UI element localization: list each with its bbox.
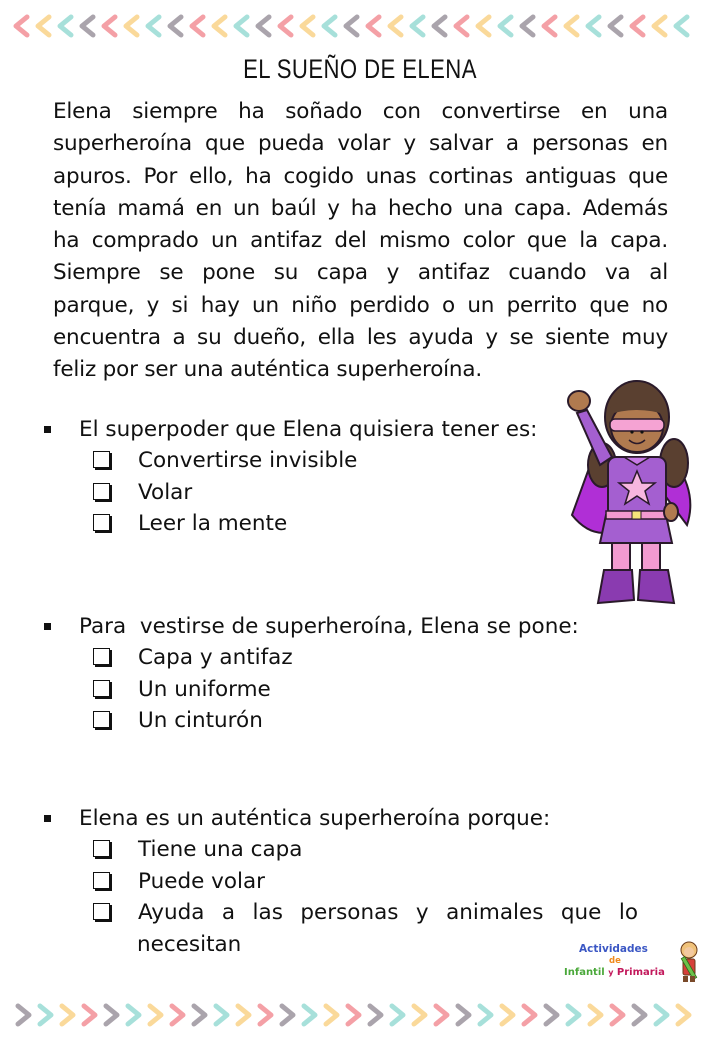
chevron-right-icon <box>81 1003 99 1027</box>
checkbox-icon[interactable] <box>93 711 110 728</box>
chevron-right-icon <box>675 1003 693 1027</box>
chevron-right-icon <box>323 1003 341 1027</box>
chevron-right-icon <box>521 1003 539 1027</box>
top-chevron-border <box>0 14 720 44</box>
option-label: Un cinturón <box>138 708 263 733</box>
logo-line-3 <box>564 967 665 978</box>
question-2 <box>40 611 579 737</box>
square-bullet-icon <box>44 815 51 822</box>
chevron-left-icon <box>298 14 316 38</box>
chevron-right-icon <box>565 1003 583 1027</box>
chevron-right-icon <box>433 1003 451 1027</box>
square-bullet-icon <box>44 426 51 433</box>
chevron-left-icon <box>562 14 580 38</box>
chevron-left-icon <box>122 14 140 38</box>
answer-option[interactable] <box>93 866 638 898</box>
chevron-right-icon <box>37 1003 55 1027</box>
chevron-right-icon <box>609 1003 627 1027</box>
chevron-right-icon <box>411 1003 429 1027</box>
answer-option[interactable] <box>93 897 638 929</box>
checkbox-icon[interactable] <box>93 903 110 920</box>
option-label: Convertirse invisible <box>138 448 358 473</box>
question-prompt: El superpoder que Elena quisiera tener es: <box>79 417 538 442</box>
answer-option[interactable] <box>93 705 579 737</box>
bottom-chevron-border <box>0 1003 720 1033</box>
publisher-logo <box>563 940 708 988</box>
chevron-left-icon <box>496 14 514 38</box>
option-label-continuation: necesitan <box>137 931 242 957</box>
story-line: feliz por ser una auténtica superheroína. <box>53 357 482 383</box>
chevron-right-icon <box>103 1003 121 1027</box>
story-line: superheroína que pueda volar y salvar a personas en <box>53 131 668 157</box>
chevron-left-icon <box>232 14 250 38</box>
superhero-girl-illustration <box>562 365 702 610</box>
chevron-left-icon <box>518 14 536 38</box>
chevron-right-icon <box>389 1003 407 1027</box>
option-label: Puede volar <box>138 868 266 894</box>
chevron-left-icon <box>12 14 30 38</box>
chevron-left-icon <box>166 14 184 38</box>
answer-option[interactable] <box>93 445 537 477</box>
chevron-left-icon <box>144 14 162 38</box>
chevron-right-icon <box>235 1003 253 1027</box>
chevron-right-icon <box>631 1003 649 1027</box>
chevron-left-icon <box>408 14 426 38</box>
logo-primaria: Primaria <box>616 967 665 978</box>
chevron-left-icon <box>78 14 96 38</box>
story-line: tenía mamá en un baúl y ha hecho una capa. Además <box>53 195 668 221</box>
chevron-left-icon <box>628 14 646 38</box>
chevron-left-icon <box>342 14 360 38</box>
chevron-right-icon <box>367 1003 385 1027</box>
question-1 <box>40 414 537 540</box>
chevron-left-icon <box>100 14 118 38</box>
logo-infantil: Infantil <box>564 967 605 978</box>
chevron-left-icon <box>188 14 206 38</box>
chevron-left-icon <box>606 14 624 38</box>
checkbox-icon[interactable] <box>93 872 110 889</box>
chevron-right-icon <box>15 1003 33 1027</box>
story-line: apuros. Por ello, ha cogido unas cortinas antiguas que <box>53 163 668 189</box>
chevron-left-icon <box>650 14 668 38</box>
checkbox-icon[interactable] <box>93 451 110 468</box>
chevron-right-icon <box>169 1003 187 1027</box>
answer-option[interactable] <box>93 642 579 674</box>
question-prompt: Elena es un auténtica superheroína porque: <box>79 806 551 831</box>
chevron-left-icon <box>430 14 448 38</box>
chevron-left-icon <box>34 14 52 38</box>
option-label: Tiene una capa <box>138 837 303 862</box>
chevron-right-icon <box>301 1003 319 1027</box>
answer-option[interactable] <box>93 834 638 866</box>
checkbox-icon[interactable] <box>93 483 110 500</box>
checkbox-icon[interactable] <box>93 648 110 665</box>
story-paragraph <box>53 96 668 387</box>
answer-option[interactable] <box>93 674 579 706</box>
chevron-left-icon <box>540 14 558 38</box>
checkbox-icon[interactable] <box>93 514 110 531</box>
logo-girl-icon <box>675 940 703 984</box>
chevron-left-icon <box>210 14 228 38</box>
story-line: ha comprado un antifaz del mismo color que la capa. <box>53 228 668 254</box>
answer-option[interactable] <box>93 508 537 540</box>
chevron-left-icon <box>474 14 492 38</box>
option-label: Leer la mente <box>138 511 288 536</box>
logo-y: y <box>608 968 614 977</box>
option-label: Ayuda a las personas y animales que lo <box>138 900 638 925</box>
chevron-left-icon <box>364 14 382 38</box>
option-label: Volar <box>138 479 193 505</box>
chevron-right-icon <box>543 1003 561 1027</box>
square-bullet-icon <box>44 623 51 630</box>
chevron-left-icon <box>56 14 74 38</box>
story-line: parque, y si hay un niño perdido o un perrito que no <box>53 292 668 318</box>
option-label: Capa y antifaz <box>138 645 293 670</box>
story-line: encuentra a su dueño, ella les ayuda y se siente muy <box>53 325 668 351</box>
chevron-right-icon <box>477 1003 495 1027</box>
story-line: Siempre se pone su capa y antifaz cuando va al <box>53 260 668 286</box>
checkbox-icon[interactable] <box>93 680 110 697</box>
chevron-right-icon <box>191 1003 209 1027</box>
chevron-right-icon <box>213 1003 231 1027</box>
chevron-right-icon <box>345 1003 363 1027</box>
chevron-right-icon <box>455 1003 473 1027</box>
chevron-left-icon <box>320 14 338 38</box>
chevron-left-icon <box>584 14 602 38</box>
answer-option[interactable] <box>93 477 537 509</box>
chevron-left-icon <box>452 14 470 38</box>
page-title: EL SUEÑO DE ELENA <box>243 54 477 84</box>
chevron-right-icon <box>257 1003 275 1027</box>
chevron-right-icon <box>587 1003 605 1027</box>
checkbox-icon[interactable] <box>93 840 110 857</box>
chevron-right-icon <box>59 1003 77 1027</box>
story-line: Elena siempre ha soñado con convertirse en una <box>53 99 668 124</box>
chevron-right-icon <box>147 1003 165 1027</box>
chevron-right-icon <box>499 1003 517 1027</box>
option-label: Un uniforme <box>138 676 271 702</box>
chevron-left-icon <box>386 14 404 38</box>
logo-line-2: de <box>609 956 621 966</box>
logo-line-1: Actividades <box>579 943 648 955</box>
chevron-left-icon <box>254 14 272 38</box>
chevron-right-icon <box>653 1003 671 1027</box>
question-3 <box>40 803 638 960</box>
question-prompt: Para vestirse de superheroína, Elena se pone: <box>79 614 579 639</box>
chevron-right-icon <box>279 1003 297 1027</box>
chevron-left-icon <box>672 14 690 38</box>
chevron-left-icon <box>276 14 294 38</box>
chevron-right-icon <box>125 1003 143 1027</box>
